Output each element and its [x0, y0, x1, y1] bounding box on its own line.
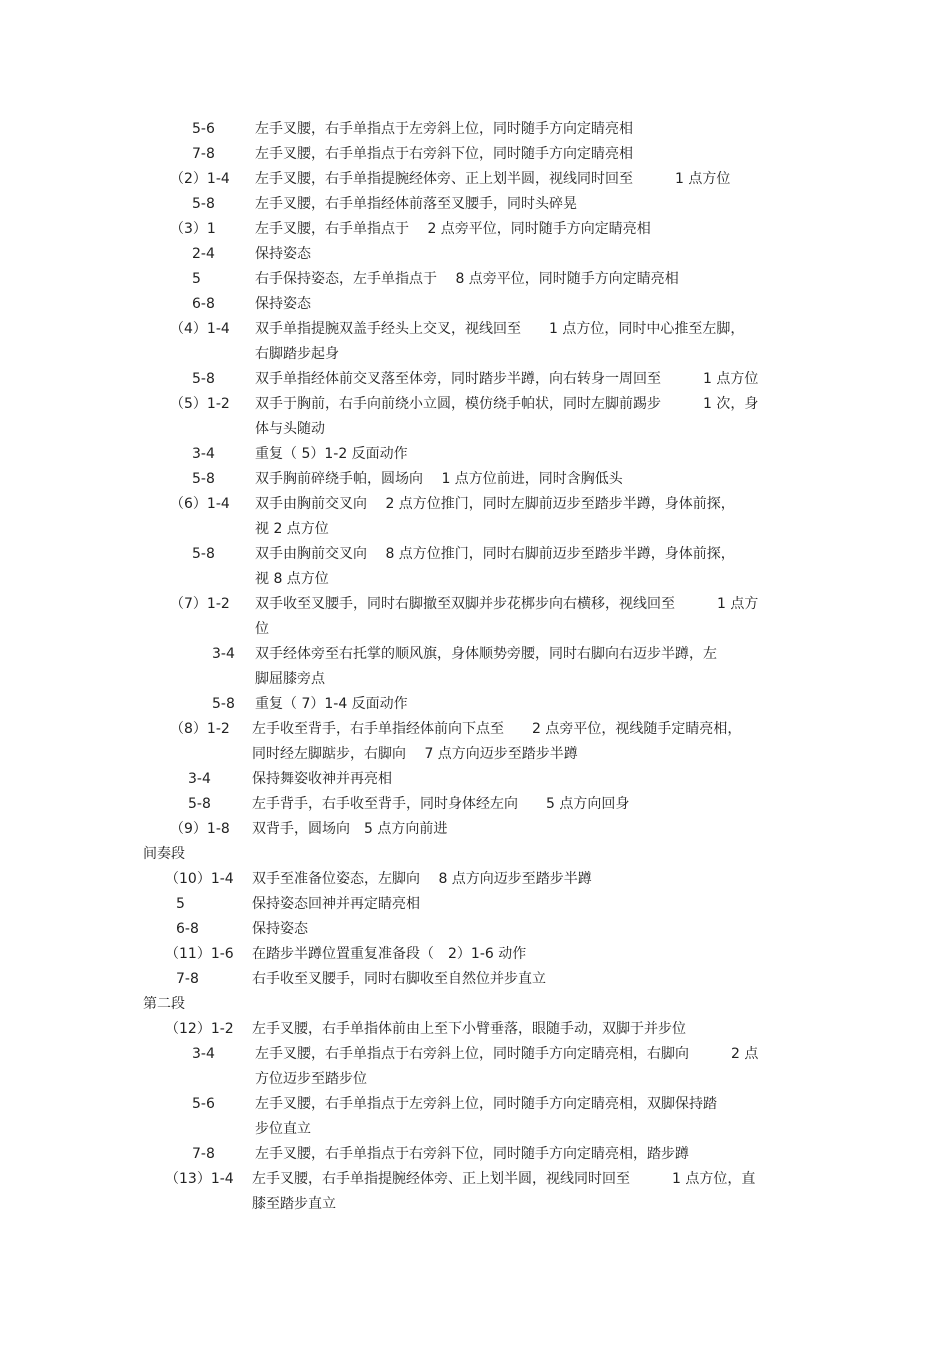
step-label: 7-8 — [176, 971, 199, 987]
step-label: 5-6 — [192, 1096, 215, 1112]
step-label: （7）1-2 — [170, 596, 230, 612]
step-text: 左手叉腰，右手单指提腕经体旁、正上划半圆，视线同时回至 1 点方位，直 — [252, 1171, 756, 1187]
step-label: 3-4 — [192, 446, 215, 462]
step-text: 左手叉腰，右手单指点于右旁斜下位，同时随手方向定睛亮相，踏步蹲 — [255, 1146, 689, 1162]
step-label: 5-8 — [192, 196, 215, 212]
step-text: 右手保持姿态，左手单指点于 8 点旁平位，同时随手方向定睛亮相 — [255, 271, 679, 287]
step-text: 膝至踏步直立 — [252, 1196, 336, 1212]
step-text: 左手叉腰，右手单指经体前落至叉腰手，同时头碎晃 — [255, 196, 577, 212]
step-text: 双手胸前碎绕手帕，圆场向 1 点方位前进，同时含胸低头 — [255, 471, 623, 487]
step-text: 左手叉腰，右手单指点于左旁斜上位，同时随手方向定睛亮相，双脚保持踏 — [255, 1096, 717, 1112]
step-text: 同时经左脚踮步，右脚向 7 点方向迈步至踏步半蹲 — [252, 746, 578, 762]
step-text: 在踏步半蹲位置重复准备段（ 2）1-6 动作 — [252, 946, 527, 962]
step-text: 双手于胸前，右手向前绕小立圆，模仿绕手帕状，同时左脚前踢步 1 次，身 — [255, 396, 759, 412]
step-text: 步位直立 — [255, 1121, 311, 1137]
step-text: 双背手，圆场向 5 点方向前进 — [252, 821, 448, 837]
step-text: 体与头随动 — [255, 421, 325, 437]
step-text: 重复（ 7）1-4 反面动作 — [255, 696, 408, 712]
step-label: 5 — [192, 271, 201, 287]
step-label: （8）1-2 — [170, 721, 230, 737]
step-text: 保持姿态 — [252, 921, 308, 937]
step-text: 重复（ 5）1-2 反面动作 — [255, 446, 408, 462]
step-label: （5）1-2 — [170, 396, 230, 412]
step-label: （3）1 — [170, 221, 216, 237]
section-heading: 间奏段 — [143, 846, 185, 862]
step-text: 双手由胸前交叉向 2 点方位推门，同时左脚前迈步至踏步半蹲，身体前探， — [255, 496, 735, 512]
step-text: 双手单指经体前交叉落至体旁，同时踏步半蹲，向右转身一周回至 1 点方位 — [255, 371, 759, 387]
step-text: 双手单指提腕双盖手经头上交叉，视线回至 1 点方位，同时中心推至左脚， — [255, 321, 745, 337]
step-text: 左手叉腰，右手单指点于 2 点旁平位，同时随手方向定睛亮相 — [255, 221, 651, 237]
step-text: 双手收至叉腰手，同时右脚撤至双脚并步花梆步向右横移，视线回至 1 点方 — [255, 596, 759, 612]
step-text: 视 2 点方位 — [255, 521, 329, 537]
step-label: （2）1-4 — [170, 171, 230, 187]
step-text: 方位迈步至踏步位 — [255, 1071, 367, 1087]
step-text: 双手经体旁至右托掌的顺风旗，身体顺势旁腰，同时右脚向右迈步半蹲，左 — [255, 646, 717, 662]
step-text: 视 8 点方位 — [255, 571, 329, 587]
step-text: 脚屈膝旁点 — [255, 671, 325, 687]
step-text: 左手背手，右手收至背手，同时身体经左向 5 点方向回身 — [252, 796, 630, 812]
step-text: 保持舞姿收神并再亮相 — [252, 771, 392, 787]
step-label: 3-4 — [212, 646, 235, 662]
step-text: 双手由胸前交叉向 8 点方位推门，同时右脚前迈步至踏步半蹲，身体前探， — [255, 546, 735, 562]
step-label: 5 — [176, 896, 185, 912]
step-text: 左手叉腰，右手单指提腕经体旁、正上划半圆，视线同时回至 1 点方位 — [255, 171, 731, 187]
step-text: 位 — [255, 621, 269, 637]
step-label: 5-6 — [192, 121, 215, 137]
step-label: （6）1-4 — [170, 496, 230, 512]
step-text: 保持姿态 — [255, 296, 311, 312]
step-label: 5-8 — [188, 796, 211, 812]
step-label: 5-8 — [192, 371, 215, 387]
step-label: 5-8 — [212, 696, 235, 712]
step-label: （11）1-6 — [165, 946, 234, 962]
step-label: （9）1-8 — [170, 821, 230, 837]
step-text: 保持姿态 — [255, 246, 311, 262]
step-text: 双手至准备位姿态，左脚向 8 点方向迈步至踏步半蹲 — [252, 871, 592, 887]
step-label: 3-4 — [188, 771, 211, 787]
step-label: 2-4 — [192, 246, 215, 262]
step-label: 3-4 — [192, 1046, 215, 1062]
step-label: 7-8 — [192, 1146, 215, 1162]
step-text: 左手叉腰，右手单指体前由上至下小臂垂落，眼随手动，双脚于并步位 — [252, 1021, 686, 1037]
step-label: 7-8 — [192, 146, 215, 162]
step-label: 6-8 — [192, 296, 215, 312]
step-label: （12）1-2 — [165, 1021, 234, 1037]
step-label: 6-8 — [176, 921, 199, 937]
step-label: （10）1-4 — [165, 871, 234, 887]
step-text: 左手叉腰，右手单指点于右旁斜上位，同时随手方向定睛亮相，右脚向 2 点 — [255, 1046, 759, 1062]
step-text: 保持姿态回神并再定睛亮相 — [252, 896, 420, 912]
step-label: 5-8 — [192, 471, 215, 487]
section-heading: 第二段 — [143, 996, 185, 1012]
step-text: 左手叉腰，右手单指点于左旁斜上位，同时随手方向定睛亮相 — [255, 121, 633, 137]
step-text: 右手收至叉腰手，同时右脚收至自然位并步直立 — [252, 971, 546, 987]
step-text: 右脚踏步起身 — [255, 346, 339, 362]
step-label: （13）1-4 — [165, 1171, 234, 1187]
step-label: 5-8 — [192, 546, 215, 562]
step-label: （4）1-4 — [170, 321, 230, 337]
step-text: 左手收至背手，右手单指经体前向下点至 2 点旁平位，视线随手定睛亮相， — [252, 721, 742, 737]
step-text: 左手叉腰，右手单指点于右旁斜下位，同时随手方向定睛亮相 — [255, 146, 633, 162]
